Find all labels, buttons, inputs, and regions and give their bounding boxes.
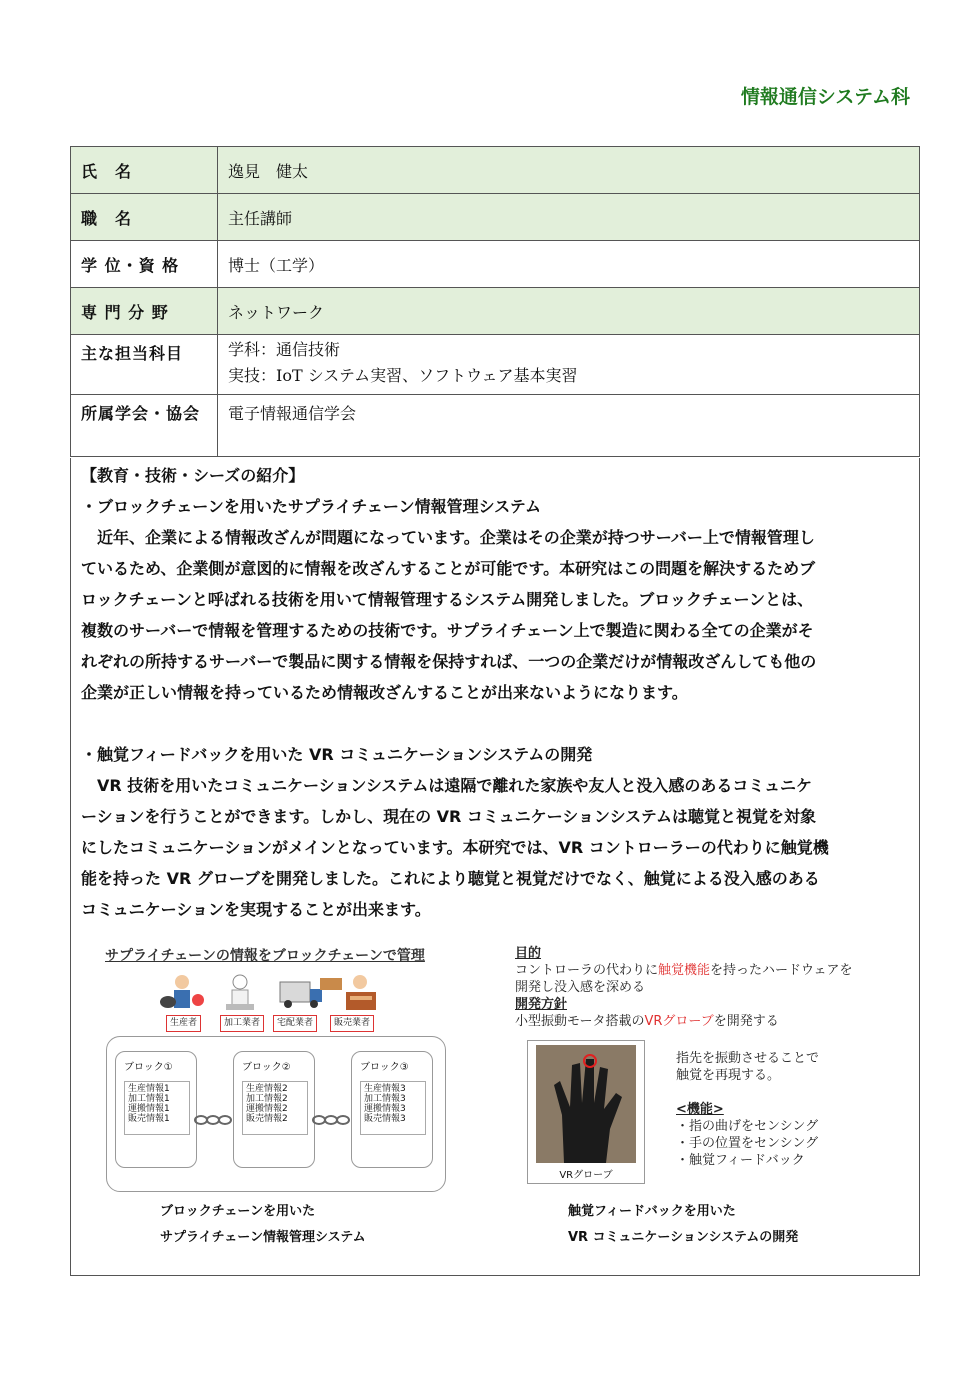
purpose-text: を持ったハードウェアを	[710, 963, 853, 978]
purpose-line2: 開発し没入感を深める	[515, 980, 646, 995]
purpose-line1	[515, 962, 853, 979]
name-value: 逸見 健太	[218, 147, 920, 194]
topic2-line: にしたコミュニケーションがメインとなっています。本研究では、VR コントローラーの代わりに触覚機	[81, 838, 829, 857]
vr-caption-line2: VR コミュニケーションシステムの開発	[568, 1230, 799, 1245]
vr-description	[676, 1050, 819, 1169]
topic1-line: 企業が正しい情報を持っているため情報改ざんすることが出来ないようになります。	[81, 683, 688, 702]
block-line: 販売情報2	[246, 1114, 288, 1124]
profile-row-society	[71, 395, 920, 457]
block-line: 運搬情報3	[364, 1104, 406, 1114]
chain-link-icon	[312, 1112, 352, 1128]
block-line: 運搬情報2	[246, 1104, 288, 1114]
field-label: 専 門 分 野	[71, 288, 218, 335]
subjects-line1: 学科：通信技術	[228, 340, 341, 359]
profile-row-name	[71, 147, 920, 194]
topic2-line: コミュニケーションを実現することが出来ます。	[81, 900, 431, 919]
block-line: 生産情報2	[246, 1084, 288, 1094]
block-line: 生産情報1	[128, 1084, 170, 1094]
profile-row-degree	[71, 241, 920, 288]
name-label: 氏 名	[71, 147, 218, 194]
title-value: 主任講師	[218, 194, 920, 241]
block-line: 加工情報2	[246, 1094, 288, 1104]
field-value: ネットワーク	[218, 288, 920, 335]
topic1-line: 複数のサーバーで情報を管理するための技術です。サプライチェーン上で製造に関わる全ての企業がそ	[81, 621, 814, 640]
title-label: 職 名	[71, 194, 218, 241]
role-seller: 販売業者	[330, 1015, 374, 1032]
blockchain-caption-line1: ブロックチェーンを用いた	[160, 1204, 316, 1219]
profile-row-subjects	[71, 335, 920, 395]
block-line: 生産情報3	[364, 1084, 406, 1094]
blockchain-figure-title: サプライチェーンの情報をブロックチェーンで管理	[105, 948, 425, 964]
role-processor: 加工業者	[220, 1015, 264, 1032]
role-producer: 生産者	[166, 1015, 201, 1032]
topic2-line: VR 技術を用いたコミュニケーションシステムは遠隔で離れた家族や友人と没入感のあるコミュニケ	[81, 776, 812, 795]
features-heading: <機能>	[676, 1102, 724, 1117]
topic2-line: ーションを行うことができます。しかし、現在の VR コミュニケーションシステムは聴覚と視覚を対象	[81, 807, 816, 826]
topic2-line: 能を持った VR グローブを開発しました。これにより聴覚と視覚だけでなく、触覚による没入感のある	[81, 869, 820, 888]
block-line: 運搬情報1	[128, 1104, 170, 1114]
block-title: ブロック①	[124, 1062, 173, 1073]
subjects-label: 主な担当科目	[71, 335, 218, 395]
society-label: 所属学会・協会	[71, 395, 218, 457]
block-line: 加工情報1	[128, 1094, 170, 1104]
feature-item: ・指の曲げをセンシング	[676, 1119, 819, 1134]
supply-chain-icons	[160, 972, 390, 1014]
purpose-highlight: 触覚機能	[658, 963, 711, 978]
block-content	[360, 1081, 426, 1135]
vr-desc-line2: 触覚を再現する。	[676, 1068, 781, 1083]
block-3	[351, 1051, 433, 1168]
degree-label: 学 位・資 格	[71, 241, 218, 288]
degree-value: 博士（工学）	[218, 241, 920, 288]
block-title: ブロック③	[360, 1062, 409, 1073]
block-line: 加工情報3	[364, 1094, 406, 1104]
policy-line	[515, 1013, 853, 1030]
vr-figure-text	[515, 945, 853, 1030]
vr-glove-photo	[536, 1045, 636, 1163]
topic1-line: ているため、企業側が意図的に情報を改ざんすることが可能です。本研究はこの問題を解決するためブ	[81, 559, 816, 578]
policy-text: を開発する	[713, 1014, 779, 1029]
vr-caption-line1: 触覚フィードバックを用いた	[568, 1204, 736, 1219]
farmer-icon	[160, 975, 204, 1008]
purpose-text: コントローラの代わりに	[515, 963, 659, 978]
delivery-truck-icon	[280, 978, 342, 1008]
block-2	[233, 1051, 315, 1168]
blockchain-caption	[160, 1199, 366, 1251]
intro-heading: 【教育・技術・シーズの紹介】	[81, 466, 305, 485]
chain-link-icon	[194, 1112, 234, 1128]
policy-heading: 開発方針	[515, 997, 568, 1012]
purpose-heading: 目的	[515, 946, 542, 961]
role-delivery: 宅配業者	[273, 1015, 317, 1032]
society-value: 電子情報通信学会	[218, 395, 920, 457]
vr-glove-photo-frame	[527, 1040, 645, 1184]
block-content	[124, 1081, 190, 1135]
topic1-line: ロックチェーンと呼ばれる技術を用いて情報管理するシステム開発しました。ブロックチェーンとは、	[81, 590, 814, 609]
seller-icon	[346, 975, 376, 1010]
topic1-line: れぞれの所持するサーバーで製品に関する情報を保持すれば、一つの企業だけが情報改ざんしても他の	[81, 652, 817, 671]
subjects-line2: 実技：IoT システム実習、ソフトウェア基本実習	[228, 366, 578, 385]
topic1-title: ・ブロックチェーンを用いたサプライチェーン情報管理システム	[81, 497, 542, 516]
vr-caption	[568, 1199, 798, 1251]
profile-table	[70, 146, 920, 457]
processor-icon	[226, 975, 254, 1010]
feature-item: ・手の位置をセンシング	[676, 1136, 819, 1151]
department-title: 情報通信システム科	[740, 86, 910, 108]
topic2-title: ・触覚フィードバックを用いた VR コミュニケーションシステムの開発	[81, 745, 593, 764]
blockchain-caption-line2: サプライチェーン情報管理システム	[160, 1230, 366, 1245]
block-title: ブロック②	[242, 1062, 291, 1073]
block-content	[242, 1081, 308, 1135]
profile-row-title	[71, 194, 920, 241]
block-line: 販売情報1	[128, 1114, 170, 1124]
policy-text: 小型振動モータ搭載の	[515, 1014, 645, 1029]
topic1-line: 近年、企業による情報改ざんが問題になっています。企業はその企業が持つサーバー上で情報管理し	[81, 528, 815, 547]
feature-item: ・触覚フィードバック	[676, 1153, 805, 1168]
block-1	[115, 1051, 197, 1168]
block-line: 販売情報3	[364, 1114, 406, 1124]
vr-desc-line1: 指先を振動させることで	[676, 1051, 820, 1066]
vr-glove-caption: VRグローブ	[528, 1166, 644, 1181]
policy-highlight: VRグローブ	[644, 1014, 714, 1029]
profile-row-field	[71, 288, 920, 335]
